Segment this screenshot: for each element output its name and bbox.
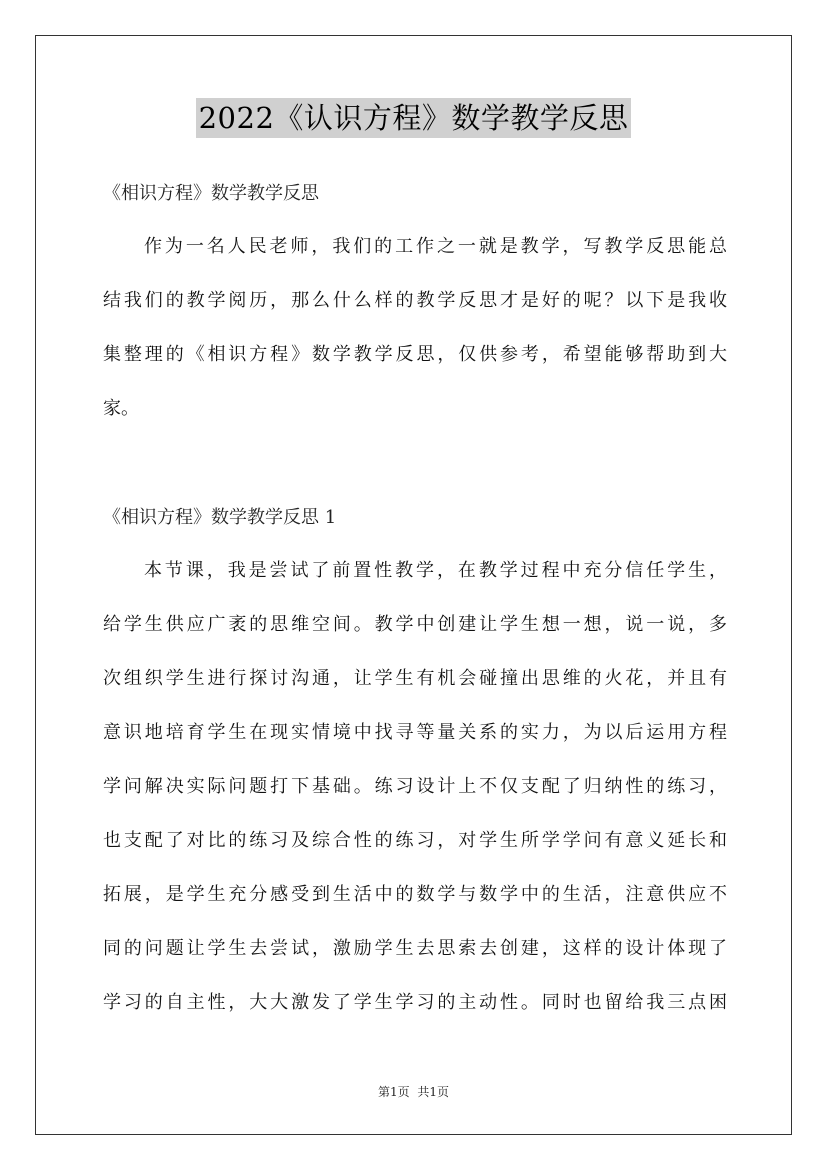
section-paragraph (103, 544, 727, 1030)
page-total: 共1页 (417, 1085, 449, 1099)
paragraph-line: 次组织学生进行探讨沟通，让学生有机会碰撞出思维的火花，并且有 (103, 668, 727, 689)
paragraph-line: 拓展，是学生充分感受到生活中的数学与数学中的生活，注意供应不 (103, 884, 727, 905)
paragraph-line: 作为一名人民老师，我们的工作之一就是教学，写教学反思能总 (144, 236, 727, 257)
intro-paragraph (103, 220, 727, 436)
paragraph-line: 结我们的教学阅历，那么什么样的教学反思才是好的呢？以下是我收 (103, 290, 727, 311)
page-footer (0, 1084, 827, 1100)
paragraph-line: 学问解决实际问题打下基础。练习设计上不仅支配了归纳性的练习， (103, 776, 727, 797)
paragraph-line: 给学生供应广袤的思维空间。教学中创建让学生想一想，说一说，多 (103, 614, 727, 635)
section-heading: 《相识方程》数学教学反思 1 (103, 507, 337, 528)
paragraph-line: 也支配了对比的练习及综合性的练习，对学生所学学问有意义延长和 (103, 830, 727, 851)
document-title: 2022《认识方程》数学教学反思 (196, 98, 632, 138)
page-number: 第1页 (378, 1085, 410, 1099)
paragraph-line: 意识地培育学生在现实情境中找寻等量关系的实力，为以后运用方程 (103, 722, 727, 743)
paragraph-line: 本节课，我是尝试了前置性教学，在教学过程中充分信任学生， (144, 560, 727, 581)
document-subtitle: 《相识方程》数学教学反思 (103, 183, 319, 204)
paragraph-line: 集整理的《相识方程》数学教学反思，仅供参考，希望能够帮助到大 (103, 344, 727, 365)
title-container (0, 98, 827, 138)
paragraph-line: 家。 (103, 398, 139, 419)
paragraph-line: 学习的自主性，大大激发了学生学习的主动性。同时也留给我三点困 (103, 992, 727, 1013)
paragraph-line: 同的问题让学生去尝试，激励学生去思索去创建，这样的设计体现了 (103, 938, 727, 959)
